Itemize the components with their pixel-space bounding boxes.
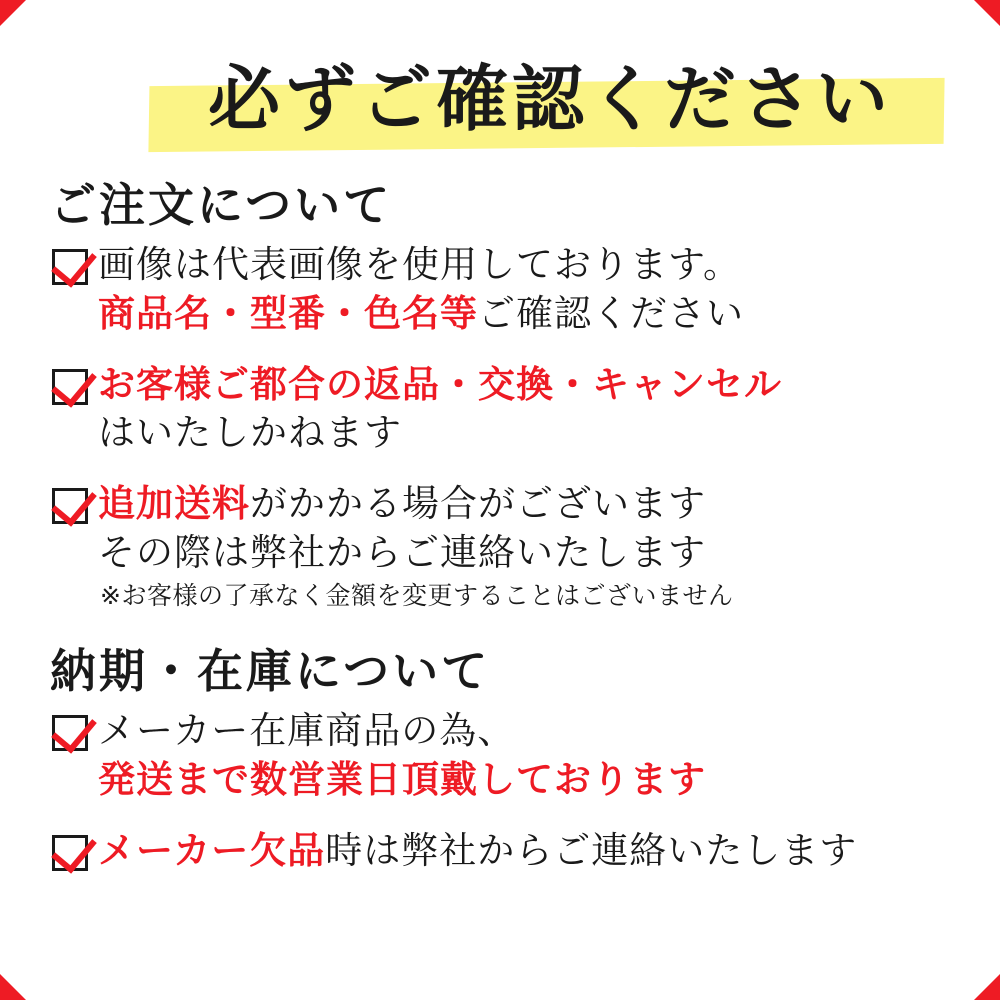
emphasis-text: 商品名・型番・色名等 xyxy=(98,291,478,335)
page-title xyxy=(44,40,956,155)
list-item-line xyxy=(98,756,956,805)
list-item-note: ※お客様の了承なく金額を変更することはございません xyxy=(100,580,734,610)
list-item-text xyxy=(98,827,956,876)
emphasis-text: メーカー欠品 xyxy=(98,828,326,872)
plain-text: ご確認ください xyxy=(478,291,744,335)
list-item-line xyxy=(98,290,956,339)
list-item-line xyxy=(98,827,956,876)
list-item-line xyxy=(98,361,956,410)
list-item-text xyxy=(98,480,956,613)
emphasis-text: 発送まで数営業日頂戴しております xyxy=(98,757,706,801)
plain-text: がかかる場合がございます xyxy=(250,482,706,526)
corner-accent-top-right xyxy=(974,0,1000,26)
list-item-line: はいたしかねます xyxy=(98,411,402,455)
section-heading-delivery: 納期・在庫について xyxy=(50,643,491,698)
list-item xyxy=(52,480,956,613)
checkmark-icon xyxy=(52,369,88,405)
list-item-line: メーカー在庫商品の為、 xyxy=(98,708,516,752)
emphasis-text: お客様ご都合の返品・交換・キャンセル xyxy=(98,362,782,406)
corner-accent-bottom-right xyxy=(974,974,1000,1000)
checkmark-icon xyxy=(52,715,88,751)
plain-text: 時は弊社からご連絡いたします xyxy=(325,828,858,872)
corner-accent-bottom-left xyxy=(0,974,26,1000)
corner-accent-top-left xyxy=(0,0,26,26)
list-item xyxy=(52,707,956,805)
list-item xyxy=(52,827,956,876)
emphasis-text: 追加送料 xyxy=(98,482,250,526)
checkmark-icon xyxy=(52,488,88,524)
list-item-line: その際は弊社からご連絡いたします xyxy=(98,531,706,575)
section-heading-orders: ご注文について xyxy=(50,178,393,232)
checkmark-icon xyxy=(52,249,88,285)
title-text: 必ずご確認ください xyxy=(207,57,892,141)
list-item-text xyxy=(98,707,956,805)
list-item xyxy=(52,241,956,339)
checkmark-icon xyxy=(52,835,88,871)
list-item-text xyxy=(98,361,956,459)
list-item-line xyxy=(98,480,956,529)
list-item-line: 画像は代表画像を使用しております。 xyxy=(98,243,742,286)
list-item xyxy=(52,361,956,459)
list-item-text xyxy=(98,241,956,339)
